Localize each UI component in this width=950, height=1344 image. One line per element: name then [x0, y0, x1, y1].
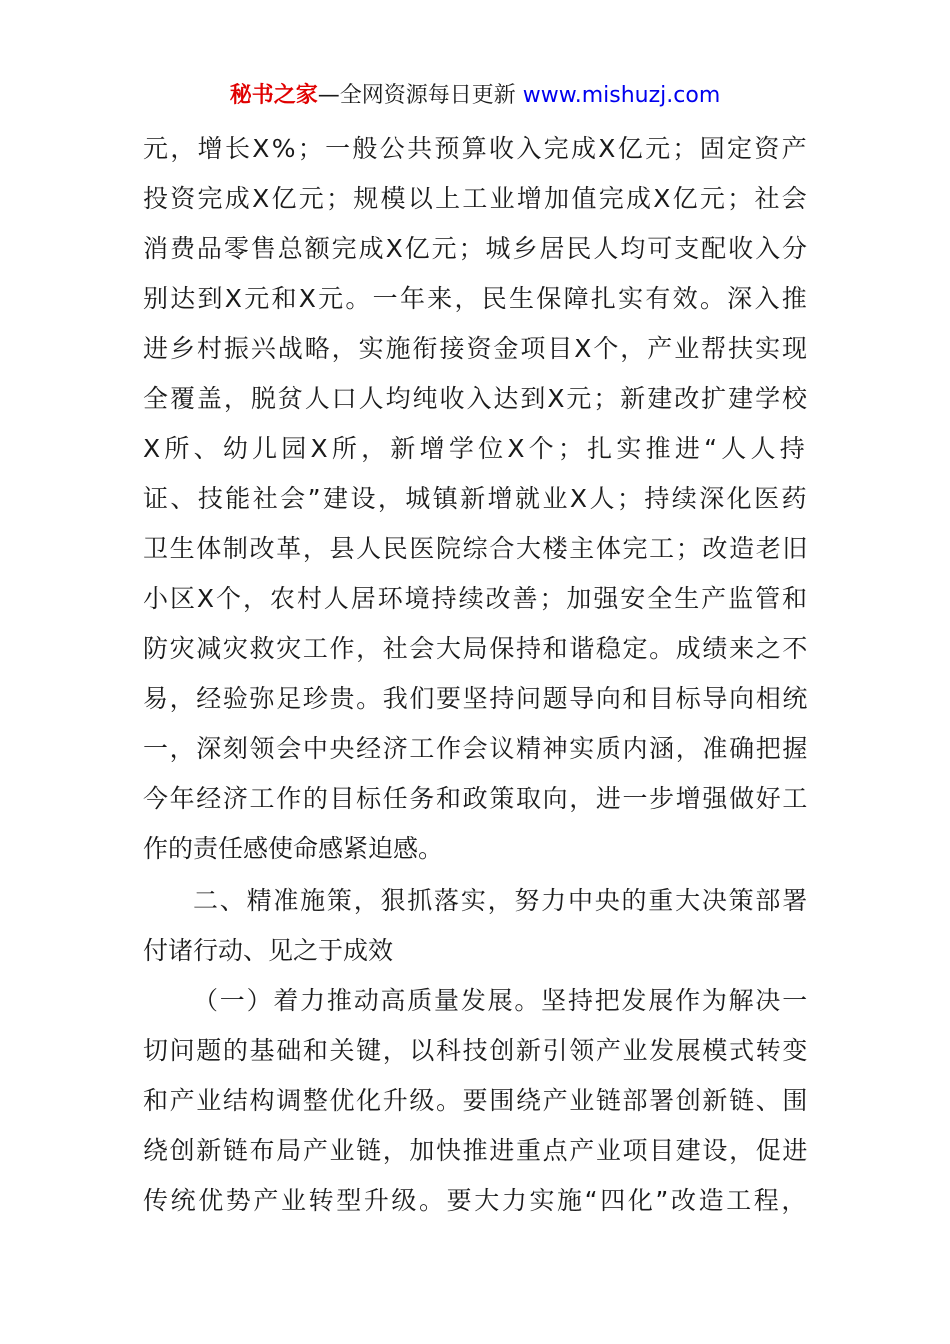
text-line: X所、幼儿园X所，新增学位X个；扎实推进“人人持 [143, 434, 809, 463]
text-line: 付诸行动、见之于成效 [143, 936, 394, 965]
text-line: 证、技能社会”建设，城镇新增就业X人；持续深化医药 [143, 484, 809, 513]
text-line: 一，深刻领会中央经济工作会议精神实质内涵，准确把握 [143, 734, 809, 763]
text-line: 作的责任感使命感紧迫感。 [143, 834, 444, 863]
text-line: 全覆盖，脱贫人口人均纯收入达到X元；新建改扩建学校 [143, 384, 809, 413]
site-tagline: —全网资源每日更新 [317, 83, 523, 108]
text-line: （一）着力推动高质量发展。坚持把发展作为解决一 [193, 986, 809, 1015]
text-line: 投资完成X亿元；规模以上工业增加值完成X亿元；社会 [143, 184, 809, 213]
text-line: 切问题的基础和关键，以科技创新引领产业发展模式转变 [143, 1036, 809, 1065]
text-line: 消费品零售总额完成X亿元；城乡居民人均可支配收入分 [143, 234, 809, 263]
text-line: 二、精准施策，狠抓落实，努力中央的重大决策部署 [193, 886, 809, 915]
site-header [0, 80, 950, 112]
text-line: 和产业结构调整优化升级。要围绕产业链部署创新链、围 [143, 1086, 809, 1115]
text-line: 进乡村振兴战略，实施衔接资金项目X个，产业帮扶实现 [143, 334, 809, 363]
site-brand: 秘书之家 [229, 83, 318, 108]
text-line: 小区X个，农村人居环境持续改善；加强安全生产监管和 [143, 584, 809, 613]
site-url-link[interactable]: www.mishuzj.com [522, 83, 721, 108]
text-line: 卫生体制改革，县人民医院综合大楼主体完工；改造老旧 [143, 534, 809, 563]
document-body [143, 124, 809, 1226]
text-line: 易，经验弥足珍贵。我们要坚持问题导向和目标导向相统 [143, 684, 809, 713]
text-line: 元，增长X%；一般公共预算收入完成X亿元；固定资产 [143, 134, 809, 163]
text-line: 防灾减灾救灾工作，社会大局保持和谐稳定。成绩来之不 [143, 634, 809, 663]
text-line: 别达到X元和X元。一年来，民生保障扎实有效。深入推 [143, 284, 809, 313]
text-line: 传统优势产业转型升级。要大力实施“四化”改造工程， [143, 1186, 809, 1215]
text-line: 绕创新链布局产业链，加快推进重点产业项目建设，促进 [143, 1136, 809, 1165]
text-line: 今年经济工作的目标任务和政策取向，进一步增强做好工 [143, 784, 809, 813]
